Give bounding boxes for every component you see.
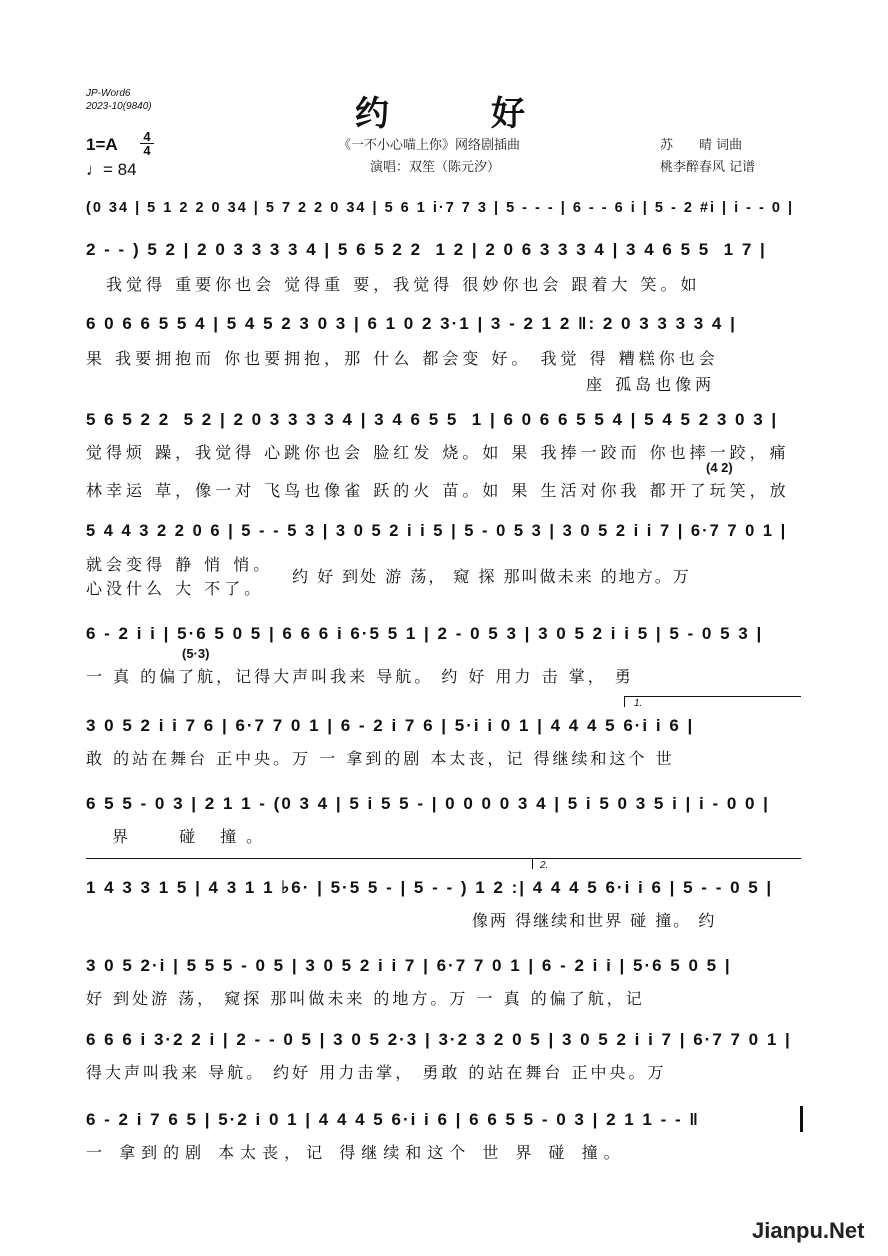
page-title: 约 好 [355, 94, 559, 134]
score-line-4-annotation: (4 2) [706, 460, 733, 475]
score-line-9-notes: 1 4 3 3 1 5 | 4 3 1 1 ♭6· | 5·5 5 - | 5 - - ) 1 2 :| 4 4 4 5 6·i i 6 | 5 - - 0 5 | [86, 878, 774, 897]
score-line-10-lyrics: 好 到处游 荡， 窥探 那叫做未来 的地方。万 一 真 的偏了航，记 [86, 989, 645, 1008]
score-line-2-lyrics: 我觉得 重要你也会 觉得重 要，我觉得 很妙你也会 跟着大 笑。如 [86, 275, 701, 294]
score-line-3-lyrics-1: 果 我要拥抱而 你也要拥抱，那 什么 都会变 好。 我觉 得 糟糕你也会 [86, 349, 719, 368]
date-label: 2023-10(9840) [86, 101, 152, 112]
score-line-5-notes: 5 4 4 3 2 2 0 6 | 5 - - 5 3 | 3 0 5 2 i i 5 | 5 - 0 5 3 | 3 0 5 2 i i 7 | 6·7 7 0 1 | [86, 522, 788, 540]
score-line-3-lyrics-2: 座 孤岛也像两 [86, 375, 716, 394]
score-line-11-lyrics: 得大声叫我来 导航。 约好 用力击掌， 勇敢 的站在舞台 正中央。万 [86, 1063, 667, 1082]
score-line-3-notes: 6 0 6 6 5 5 4 | 5 4 5 2 3 0 3 | 6 1 0 2 3·1 | 3 - 2 1 2 ‖: 2 0 3 3 3 3 4 | [86, 314, 737, 333]
score-line-9-lyrics: 像两 得继续和世界 碰 撞。 约 [472, 911, 717, 930]
score-line-8-lyrics: 界 碰 撞。 [86, 827, 273, 846]
score-line-2-notes: 2 - - ) 5 2 | 2 0 3 3 3 3 4 | 5 6 5 2 2 1 2 | 2 0 6 3 3 3 4 | 3 4 6 5 5 1 7 | [86, 240, 767, 259]
score-line-8-notes: 6 5 5 - 0 3 | 2 1 1 - (0 3 4 | 5 i 5 5 - | 0 0 0 0 3 4 | 5 i 5 0 3 5 i | i - 0 0 | [86, 794, 770, 813]
score-line-6-annotation: (5·3) [182, 646, 210, 661]
score-line-7-notes: 3 0 5 2 i i 7 6 | 6·7 7 0 1 | 6 - 2 i 7 6 | 5·i i 0 1 | 4 4 4 5 6·i i 6 | [86, 716, 695, 735]
score-line-4-lyrics-2: 林幸运 草，像一对 飞鸟也像雀 跃的火 苗。如 果 生活对你我 都开了玩笑，放 [86, 481, 790, 500]
score-line-7-lyrics: 敢 的站在舞台 正中央。万 一 拿到的剧 本太丧，记 得继续和这个 世 [86, 749, 675, 768]
score-line-4-notes: 5 6 5 2 2 5 2 | 2 0 3 3 3 3 4 | 3 4 6 5 5 1 | 6 0 6 6 5 5 4 | 5 4 5 2 3 0 3 | [86, 410, 779, 429]
time-signature [140, 130, 154, 157]
score-line-10-notes: 3 0 5 2·i | 5 5 5 - 0 5 | 3 0 5 2 i i 7 | 6·7 7 0 1 | 6 - 2 i i | 5·6 5 0 5 | [86, 956, 732, 975]
final-barline [800, 1106, 803, 1132]
singer: 演唱：双笙（陈元汐） [370, 160, 501, 175]
score-line-12-notes: 6 - 2 i 7 6 5 | 5·2 i 0 1 | 4 4 4 5 6·i i 6 | 6 6 5 5 - 0 3 | 2 1 1 - - ‖ [86, 1110, 700, 1129]
key-signature: 1=A [86, 135, 118, 154]
score-line-1-notes: (0 34 | 5 1 2 2 0 34 | 5 7 2 2 0 34 | 5 6 1 i·7 7 3 | 5 - - - | 6 - - 6 i | 5 - 2 #i | i - - 0 | [86, 200, 795, 216]
volta-1-label: 1. [634, 698, 643, 709]
score-line-5-lyrics-1: 就会变得 静 悄 悄。 [86, 555, 274, 574]
software-label: JP-Word6 [86, 88, 131, 99]
time-top: 4 [143, 129, 151, 144]
score-line-6-notes: 6 - 2 i i | 5·6 5 0 5 | 6 6 6 i 6·5 5 1 | 2 - 0 5 3 | 3 0 5 2 i i 5 | 5 - 0 5 3 | [86, 624, 764, 643]
score-line-5-lyrics-2: 心没什么 大 不了。 [86, 579, 265, 598]
transcriber-credit: 桃李醉春风 记谱 [660, 160, 756, 175]
watermark-logo: Jianpu.Net [752, 1218, 865, 1243]
score-line-11-notes: 6 6 6 i 3·2 2 i | 2 - - 0 5 | 3 0 5 2·3 | 3·2 3 2 0 5 | 3 0 5 2 i i 7 | 6·7 7 0 1 | [86, 1030, 792, 1049]
volta-2-bracket [532, 858, 801, 869]
score-line-4-lyrics-1: 觉得烦 躁，我觉得 心跳你也会 脸红发 烧。如 果 我捧一跤而 你也摔一跤，痛 [86, 443, 790, 462]
composer-credit: 苏 晴 词曲 [660, 138, 743, 153]
volta-2-label: 2. [540, 860, 549, 871]
volta-1-bracket [624, 696, 801, 707]
score-line-6-lyrics: 一 真 的偏了航，记得大声叫我来 导航。 约 好 用力 击 掌， 勇 [86, 667, 634, 686]
subtitle: 《一不小心喵上你》网络剧插曲 [338, 138, 521, 153]
time-bottom: 4 [143, 143, 151, 158]
score-line-12-lyrics: 一 拿到的剧 本太丧，记 得继续和这个 世 界 碰 撞。 [86, 1143, 626, 1162]
tempo-marking: ♩= 84 [86, 160, 137, 179]
score-line-5-lyrics-right: 约 好 到处 游 荡， 窥 探 那叫做未来 的地方。万 [292, 567, 691, 586]
